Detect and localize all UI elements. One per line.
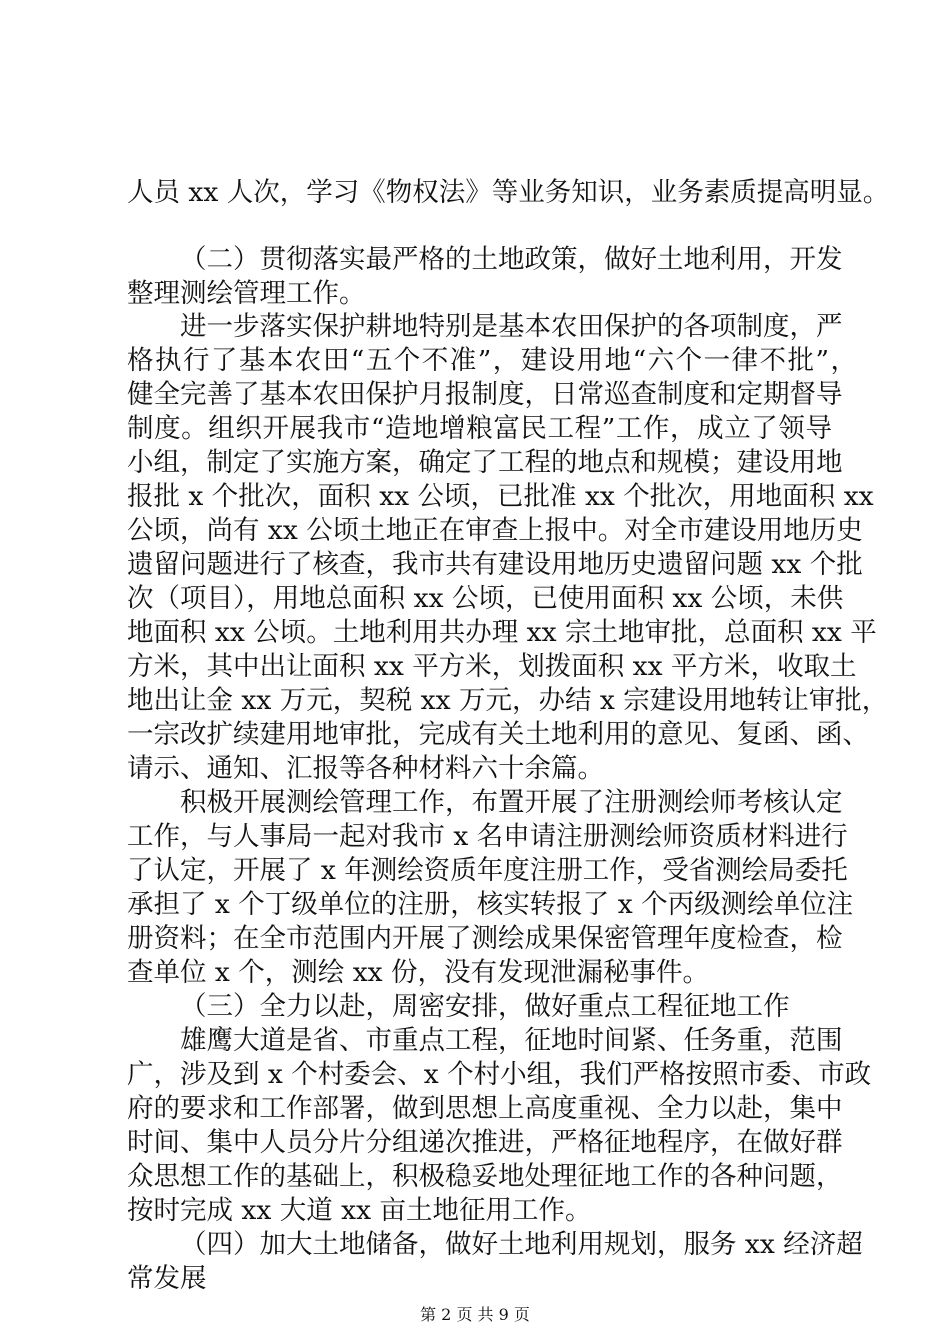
text-line: 地面积 xx 公顷。土地利用共办理 xx 宗土地审批，总面积 xx 平 — [127, 617, 877, 648]
text-line: 报批 x 个批次，面积 xx 公顷，已批准 xx 个批次，用地面积 xx — [127, 481, 874, 512]
section-heading-continued: 整理测绘管理工作。 — [127, 278, 366, 309]
paragraph-first-line: 雄鹰大道是省、市重点工程，征地时间紧、任务重，范围 — [180, 1025, 843, 1056]
text-line: 方米，其中出让面积 xx 平方米，划拨面积 xx 平方米，收取土 — [127, 651, 857, 682]
text-line: 册资料；在全市范围内开展了测绘成果保密管理年度检查，检 — [127, 923, 843, 954]
text-line: 地出让金 xx 万元，契税 xx 万元，办结 x 宗建设用地转让审批， — [127, 685, 889, 716]
section-heading: （三）全力以赴，周密安排，做好重点工程征地工作 — [180, 991, 790, 1022]
text-line: 请示、通知、汇报等各种材料六十余篇。 — [127, 753, 604, 784]
text-line: 工作，与人事局一起对我市 x 名申请注册测绘师资质材料进行 — [127, 821, 848, 852]
text-line: 人员 xx 人次，学习《物权法》等业务知识，业务素质提高明显。 — [127, 177, 890, 208]
text-line: 按时完成 xx 大道 xx 亩土地征用工作。 — [127, 1195, 592, 1226]
text-line: 小组，制定了实施方案，确定了工程的地点和规模；建设用地 — [127, 447, 843, 478]
section-heading: （四）加大土地储备，做好土地利用规划，服务 xx 经济超 — [180, 1229, 863, 1260]
text-line: 制度。组织开展我市“造地增粮富民工程”工作，成立了领导 — [127, 413, 832, 444]
text-line: 众思想工作的基础上，积极稳妥地处理征地工作的各种问题， — [127, 1161, 843, 1192]
text-line: 遗留问题进行了核查，我市共有建设用地历史遗留问题 xx 个批 — [127, 549, 863, 580]
text-line: 格执行了基本农田“五个不准”，建设用地“六个一律不批”， — [127, 345, 857, 376]
section-heading-continued: 常发展 — [127, 1263, 207, 1294]
paragraph-first-line: 进一步落实保护耕地特别是基本农田保护的各项制度，严 — [180, 311, 843, 342]
text-line: 广，涉及到 x 个村委会、x 个村小组，我们严格按照市委、市政 — [127, 1059, 872, 1090]
text-line: 查单位 x 个，测绘 xx 份，没有发现泄漏秘事件。 — [127, 957, 710, 988]
text-line: 府的要求和工作部署，做到思想上高度重视、全力以赴，集中 — [127, 1093, 843, 1124]
text-line: 了认定，开展了 x 年测绘资质年度注册工作，受省测绘局委托 — [127, 855, 848, 886]
section-heading: （二）贯彻落实最严格的土地政策，做好土地利用，开发 — [180, 244, 843, 275]
text-line: 承担了 x 个丁级单位的注册，核实转报了 x 个丙级测绘单位注 — [127, 889, 854, 920]
text-line: 次（项目），用地总面积 xx 公顷，已使用面积 xx 公顷，未供 — [127, 583, 844, 614]
text-line: 健全完善了基本农田保护月报制度，日常巡查制度和定期督导 — [127, 379, 843, 410]
page-number-footer: 第 2 页 共 9 页 — [420, 1305, 530, 1324]
text-line: 时间、集中人员分片分组递次推进，严格征地程序，在做好群 — [127, 1127, 843, 1158]
text-line: 公顷，尚有 xx 公顷土地正在审查上报中。对全市建设用地历史 — [127, 515, 863, 546]
text-line: 一宗改扩续建用地审批，完成有关土地利用的意见、复函、函、 — [127, 719, 869, 750]
paragraph-first-line: 积极开展测绘管理工作，布置开展了注册测绘师考核认定 — [180, 787, 843, 818]
